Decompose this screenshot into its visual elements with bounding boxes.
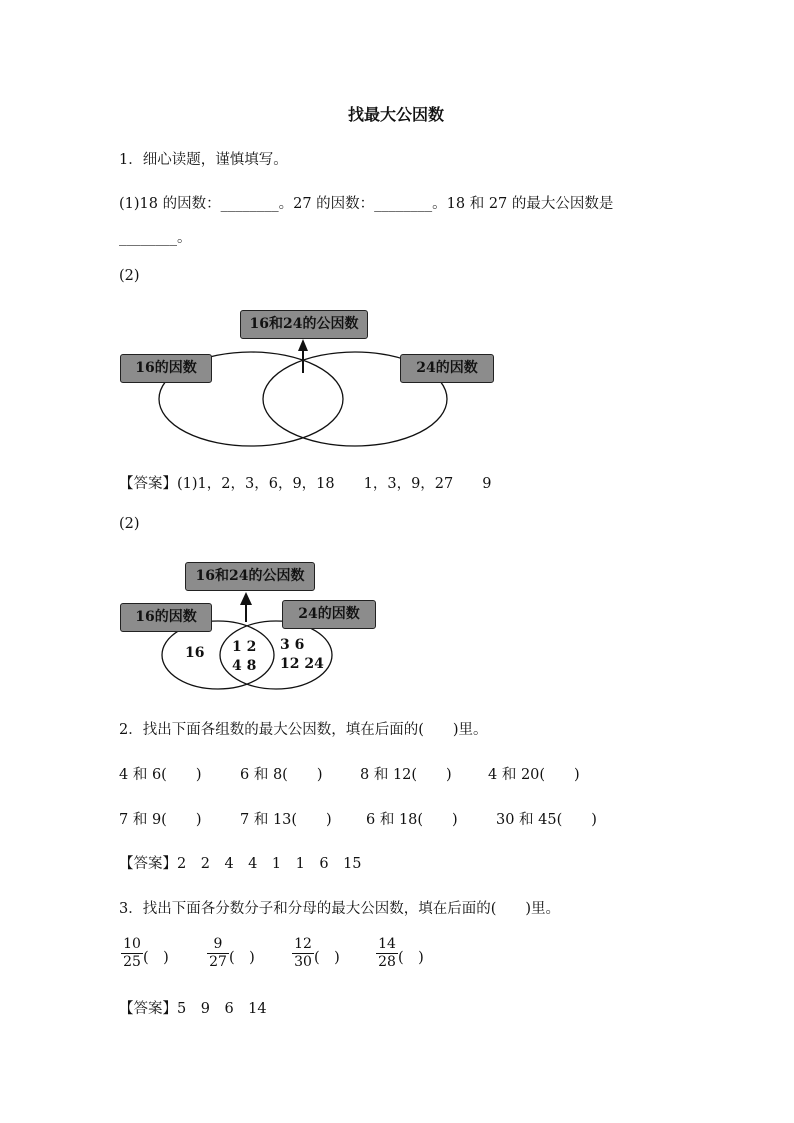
fraction-denominator: 25: [123, 954, 141, 970]
fraction-numerator: 14: [378, 936, 396, 952]
q1-part1-line2: ________。: [119, 230, 192, 246]
fraction-1: [121, 936, 143, 971]
common-factors-label: 16和24的公因数: [240, 310, 368, 339]
factors-24-label: 24的因数: [400, 354, 494, 383]
fraction-numerator: 10: [123, 936, 141, 952]
q2-row2-item1: 7 和 9( ): [119, 812, 202, 828]
fraction-2-blank: ( ): [229, 950, 255, 966]
answer-label: 【答案】: [119, 1001, 177, 1017]
q2-answer: [119, 852, 362, 873]
answer-common-factors-label: 16和24的公因数: [185, 562, 315, 591]
venn-middle-row2: 4 8: [232, 658, 257, 674]
fraction-4-blank: ( ): [398, 950, 424, 966]
factors-16-label: 16的因数: [120, 354, 212, 383]
answer-text: 2 2 4 4 1 1 6 15: [177, 856, 362, 872]
fraction-4: [376, 936, 398, 971]
q3-answer: [119, 997, 267, 1018]
q2-heading: 2．找出下面各组数的最大公因数，填在后面的( )里。: [119, 722, 488, 738]
fraction-1-blank: ( ): [143, 950, 169, 966]
answer-label: 【答案】: [119, 856, 177, 872]
answer-text: 5 9 6 14: [177, 1001, 267, 1017]
fraction-denominator: 27: [209, 954, 227, 970]
venn-middle-row1: 1 2: [232, 639, 257, 655]
q2-row2-item4: 30 和 45( ): [496, 812, 597, 828]
fraction-denominator: 30: [294, 954, 312, 970]
answer-factors-24-label: 24的因数: [282, 600, 376, 629]
answer-text: (1)1，2，3，6，9，18 1，3，9，27 9: [177, 476, 492, 492]
q2-row1-item3: 8 和 12( ): [360, 767, 452, 783]
venn-left-only-value: 16: [185, 645, 205, 661]
answer-venn-arrow-head: [240, 592, 252, 605]
venn-right-row2: 12 24: [280, 656, 324, 672]
q1-part2-label: (2): [119, 268, 140, 284]
venn-arrow-head: [298, 339, 308, 351]
venn-right-row1: 3 6: [280, 637, 305, 653]
fraction-numerator: 12: [294, 936, 312, 952]
q1-heading: 1．细心读题，谨慎填写。: [119, 152, 288, 168]
fraction-3-blank: ( ): [314, 950, 340, 966]
q3-heading: 3．找出下面各分数分子和分母的最大公因数，填在后面的( )里。: [119, 901, 561, 917]
fraction-3: [292, 936, 314, 971]
q1-answer-part2-label: (2): [119, 516, 140, 532]
answer-factors-16-label: 16的因数: [120, 603, 212, 632]
q1-part1-line1: (1)18 的因数：________。27 的因数：________。18 和 27 的最大公因数是: [119, 196, 614, 212]
q1-answer: [119, 472, 491, 493]
q2-row1-item4: 4 和 20( ): [488, 767, 580, 783]
fraction-numerator: 9: [213, 936, 223, 952]
fraction-2: [207, 936, 229, 971]
fraction-denominator: 28: [378, 954, 396, 970]
q2-row1-item2: 6 和 8( ): [240, 767, 323, 783]
q2-row2-item3: 6 和 18( ): [366, 812, 458, 828]
q2-row1-item1: 4 和 6( ): [119, 767, 202, 783]
answer-label: 【答案】: [119, 476, 177, 492]
q2-row2-item2: 7 和 13( ): [240, 812, 332, 828]
answer-venn-right-ellipse: [220, 621, 332, 689]
page-title: 找最大公因数: [348, 105, 445, 124]
